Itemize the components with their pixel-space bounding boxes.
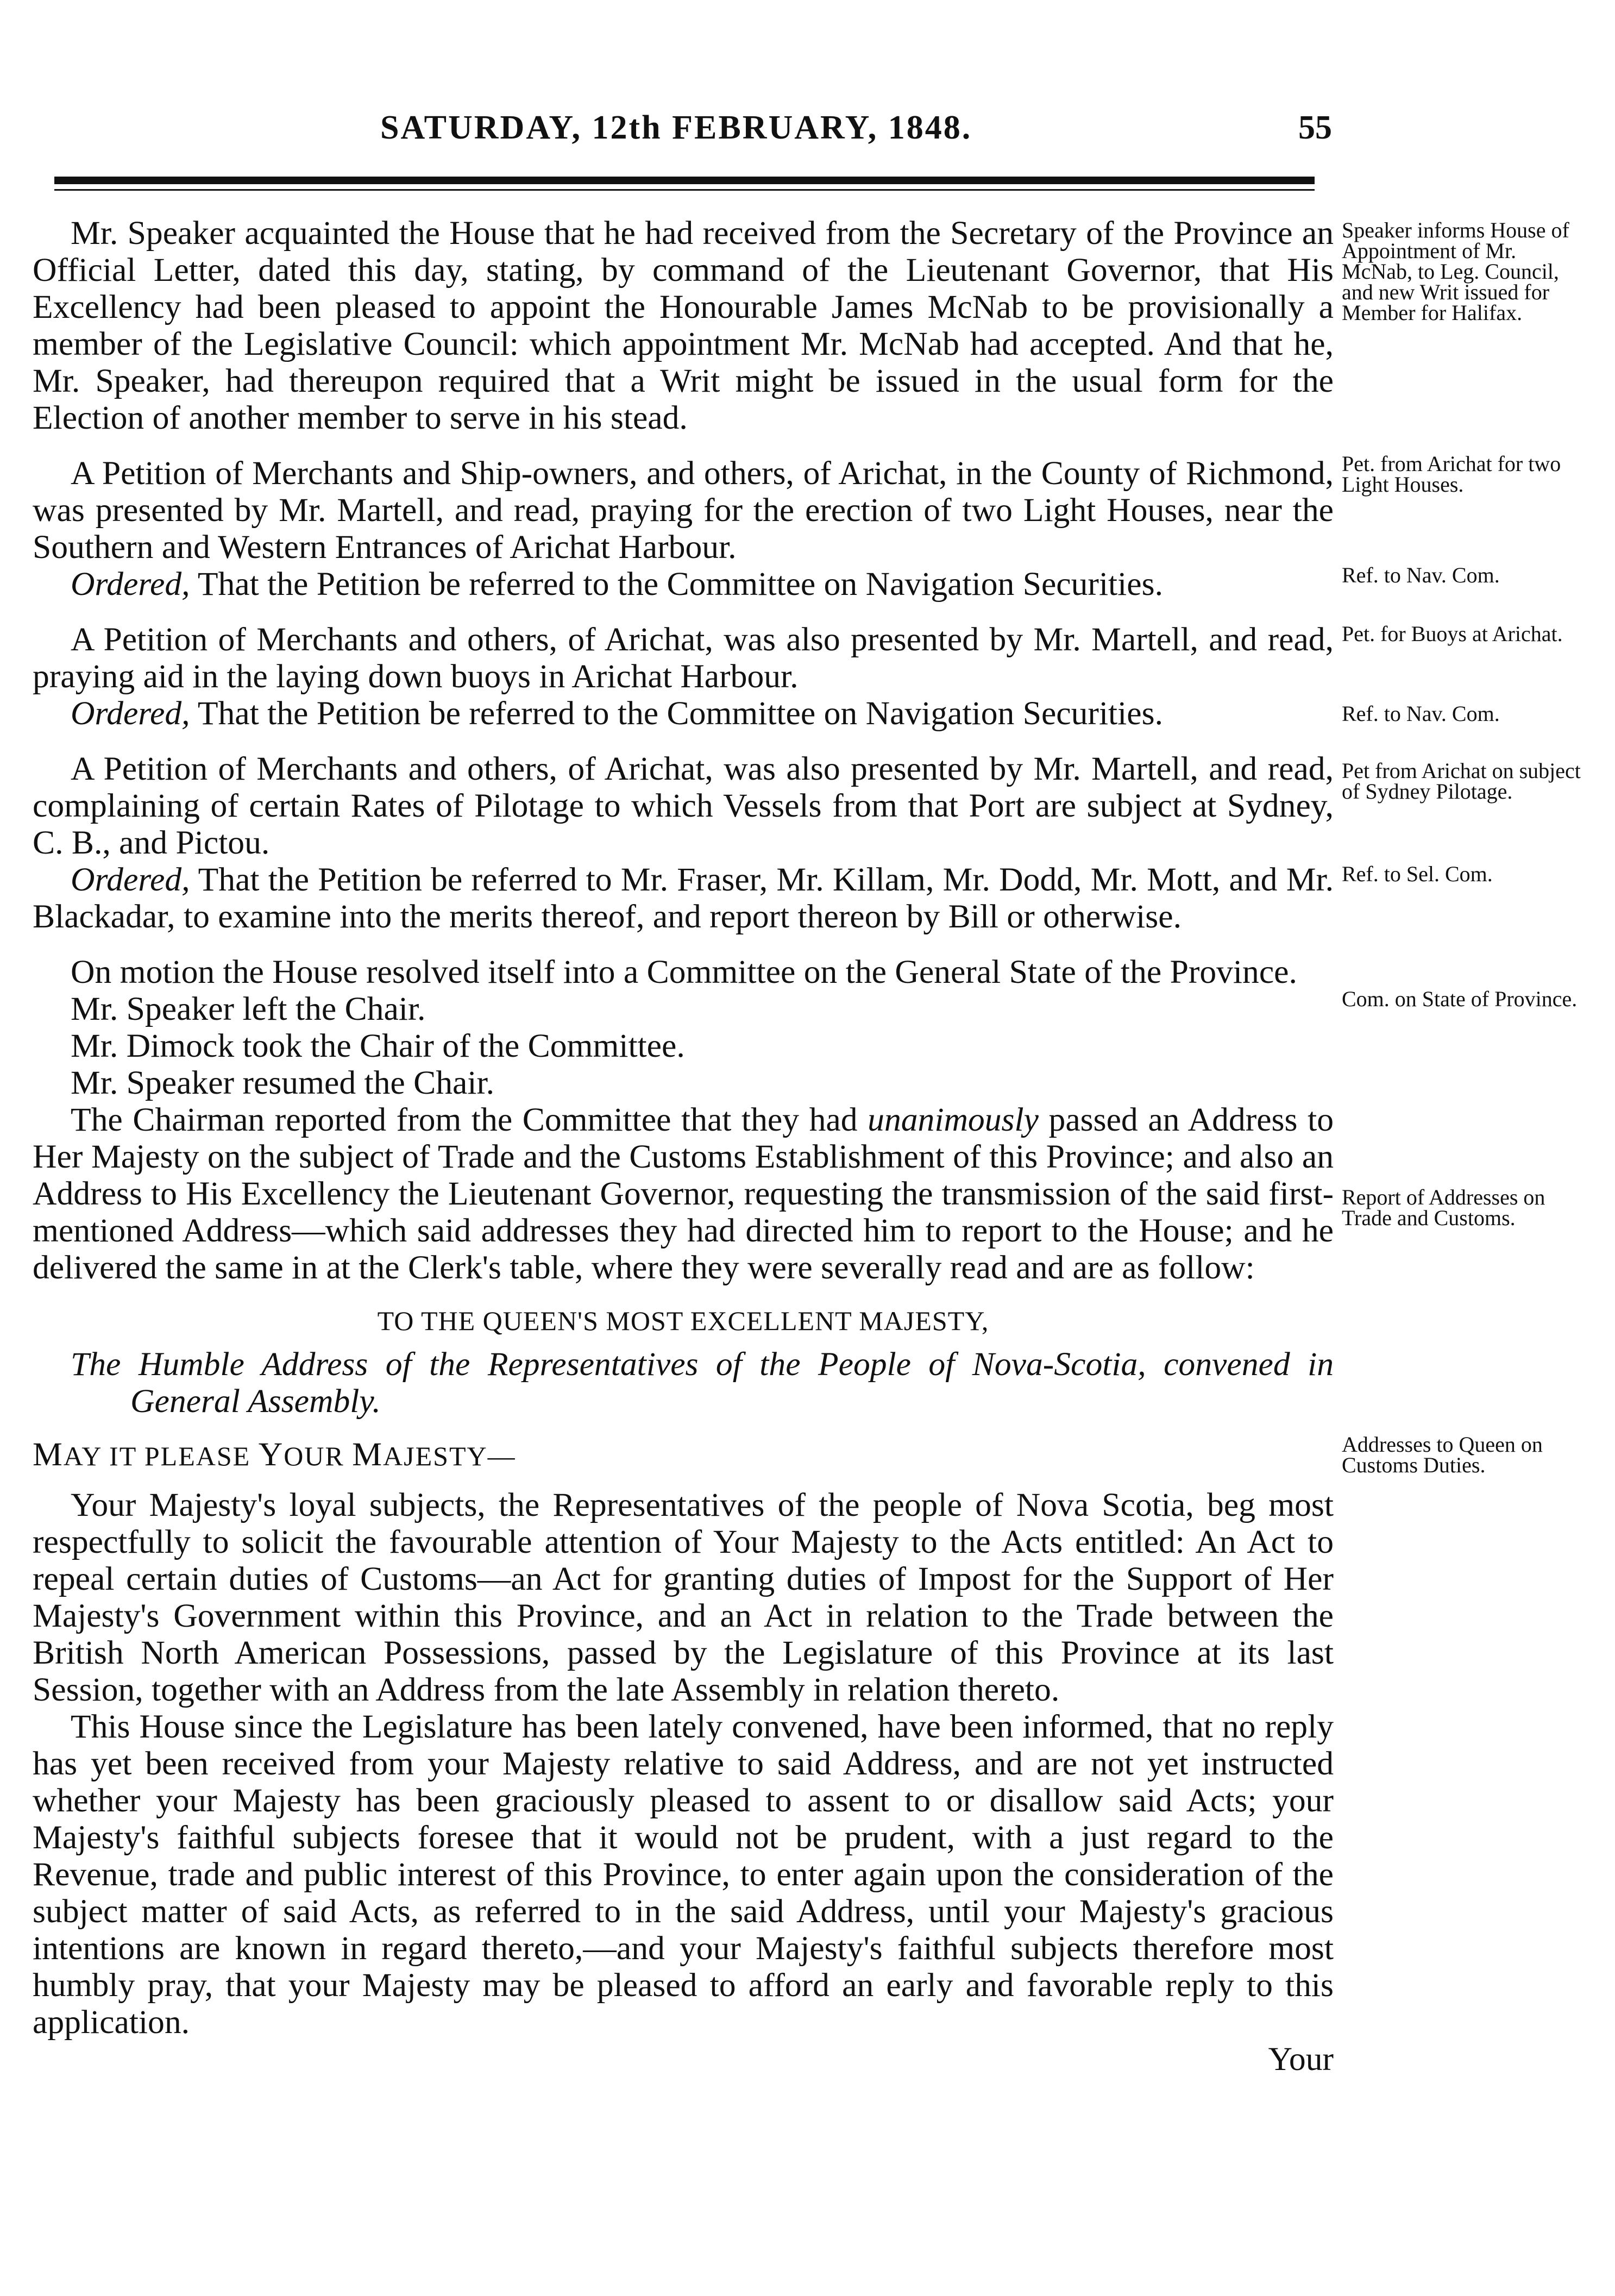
margin-note-light-houses: Pet. from Arichat for two Light Houses. [1342,451,1561,497]
salutation-initial: M [33,1436,64,1473]
paragraph-speaker-left: Mr. Speaker left the Chair. [71,990,426,1027]
margin-note-state-of-province: Com. on State of Province. [1342,987,1578,1011]
margin-notes [1342,0,1583,2296]
ordered-label: Ordered, [71,861,190,898]
paragraph-petition-pilotage: A Petition of Merchants and others, of Arichat, was also presented by Mr. Martell, and read, complaining of certain Rates of Pilotage to which Vessels from that Port are subject at Sydney, C. B., and Pictou. [33,750,1334,861]
address-heading: TO THE QUEEN'S MOST EXCELLENT MAJESTY, [377,1306,989,1336]
paragraph-speaker-resumed: Mr. Speaker resumed the Chair. [71,1064,494,1101]
salutation-initial: Y [258,1436,284,1473]
salutation-part: AJESTY— [383,1441,516,1471]
margin-note-speaker-informs: Speaker informs House of Appointment of Mr. McNab, to Leg. Council, and new Writ issued for Member for Halifax. [1342,218,1569,325]
report-text-a: The Chairman reported from the Committee that they had [71,1101,868,1138]
paragraph-chairman-report [33,1101,1334,1286]
page-title: SATURDAY, 12th FEBRUARY, 1848. [380,109,972,146]
paragraph-address-body-1: Your Majesty's loyal subjects, the Representatives of the people of Nova Scotia, beg most respectfully to solicit the favourable attention of Your Majesty to the Acts entitled: An Act to repeal certain duties of Customs—an Act for granting duties of Impost for the Support of Her Majesty's Government within this Province, and an Act in relation to the Trade between the British North American Possessions, passed by the Legislature of this Province at its last Session, together with an Address from the late Assembly in relation thereto. [33,1486,1334,1708]
header-rule-thick [54,177,1315,184]
paragraph-speaker-letter: Mr. Speaker acquainted the House that he had received from the Secretary of the Province an Official Letter, dated this day, stating, by command of the Lieutenant Governor, that His Excellency had been pleased to appoint the Honourable James McNab to be provisionally a member of the Legislative Council: which appointment Mr. McNab had accepted. And that he, Mr. Speaker, had thereupon required that a Writ might be issued in the usual form for the Election of another member to serve in his stead. [33,215,1334,436]
margin-note-pilotage: Pet from Arichat on subject of Sydney Pilotage. [1342,758,1581,804]
order-text: That the Petition be referred to the Committee on Navigation Securities. [190,566,1163,603]
margin-note-addresses-queen: Addresses to Queen on Customs Duties. [1342,1432,1543,1477]
margin-note-report-addresses: Report of Addresses on Trade and Customs. [1342,1185,1545,1230]
main-text [33,215,1334,2078]
margin-note-ref-sel: Ref. to Sel. Com. [1342,862,1493,886]
salutation-initial: M [352,1436,384,1473]
margin-note-ref-nav-1: Ref. to Nav. Com. [1342,563,1500,587]
salutation [33,1436,1334,1475]
order-light-houses [33,566,1334,603]
address-title: The Humble Address of the Representatives of the People of Nova-Scotia, convened in General Assembly. [71,1346,1334,1420]
catchword: Your [1268,2041,1334,2078]
margin-note-ref-nav-2: Ref. to Nav. Com. [1342,701,1500,726]
page-number: 55 [1298,109,1332,146]
unanimously-emphasis: unanimously [868,1101,1039,1138]
paragraph-petition-buoys: A Petition of Merchants and others, of Arichat, was also presented by Mr. Martell, and read, praying aid in the laying down buoys in Arichat Harbour. [33,621,1334,695]
paragraph-dimock-chair: Mr. Dimock took the Chair of the Committee. [71,1027,685,1064]
order-buoys [33,695,1334,732]
ordered-label: Ordered, [71,695,190,732]
order-text: That the Petition be referred to the Committee on Navigation Securities. [190,695,1163,732]
salutation-part: AY IT PLEASE [63,1441,259,1471]
ordered-label: Ordered, [71,566,190,603]
report-text-b: passed an Address to Her Majesty on the subject of Trade and the Customs Establishment of this Province; and also an Address to His Excellency the Lieutenant Governor, requesting the transmission of the said first-mentioned Address—which said addresses they had directed him to report to the House; and he delivered the same in at the Clerk's table, where they were severally read and are as follow: [33,1101,1334,1286]
order-pilotage [33,861,1334,935]
order-text: That the Petition be referred to Mr. Fraser, Mr. Killam, Mr. Dodd, Mr. Mott, and Mr. Blackadar, to examine into the merits thereof, and report thereon by Bill or otherwise. [33,861,1334,935]
salutation-part: OUR [284,1441,353,1471]
paragraph-committee-motion: On motion the House resolved itself into a Committee on the General State of the Province. [71,953,1297,990]
header-rule-thin [54,189,1315,191]
margin-note-buoys: Pet. for Buoys at Arichat. [1342,622,1563,646]
paragraph-address-body-2: This House since the Legislature has been lately convened, have been informed, that no reply has yet been received from your Majesty relative to said Address, and are not yet instructed whether your Majesty has been graciously pleased to assent to or disallow said Acts; your Majesty's faithful subjects foresee that it would not be prudent, with a just regard to the Revenue, trade and public interest of this Province, to enter again upon the consideration of the subject matter of said Acts, as referred to in the said Address, until your Majesty's gracious intentions are known in regard thereto,—and your Majesty's faithful subjects therefore most humbly pray, that your Majesty may be pleased to afford an early and favorable reply to this application. [33,1708,1334,2041]
paragraph-petition-light-houses: A Petition of Merchants and Ship-owners, and others, of Arichat, in the County of Richmond, was presented by Mr. Martell, and read, praying for the erection of two Light Houses, near the Southern and Western Entrances of Arichat Harbour. [33,455,1334,566]
